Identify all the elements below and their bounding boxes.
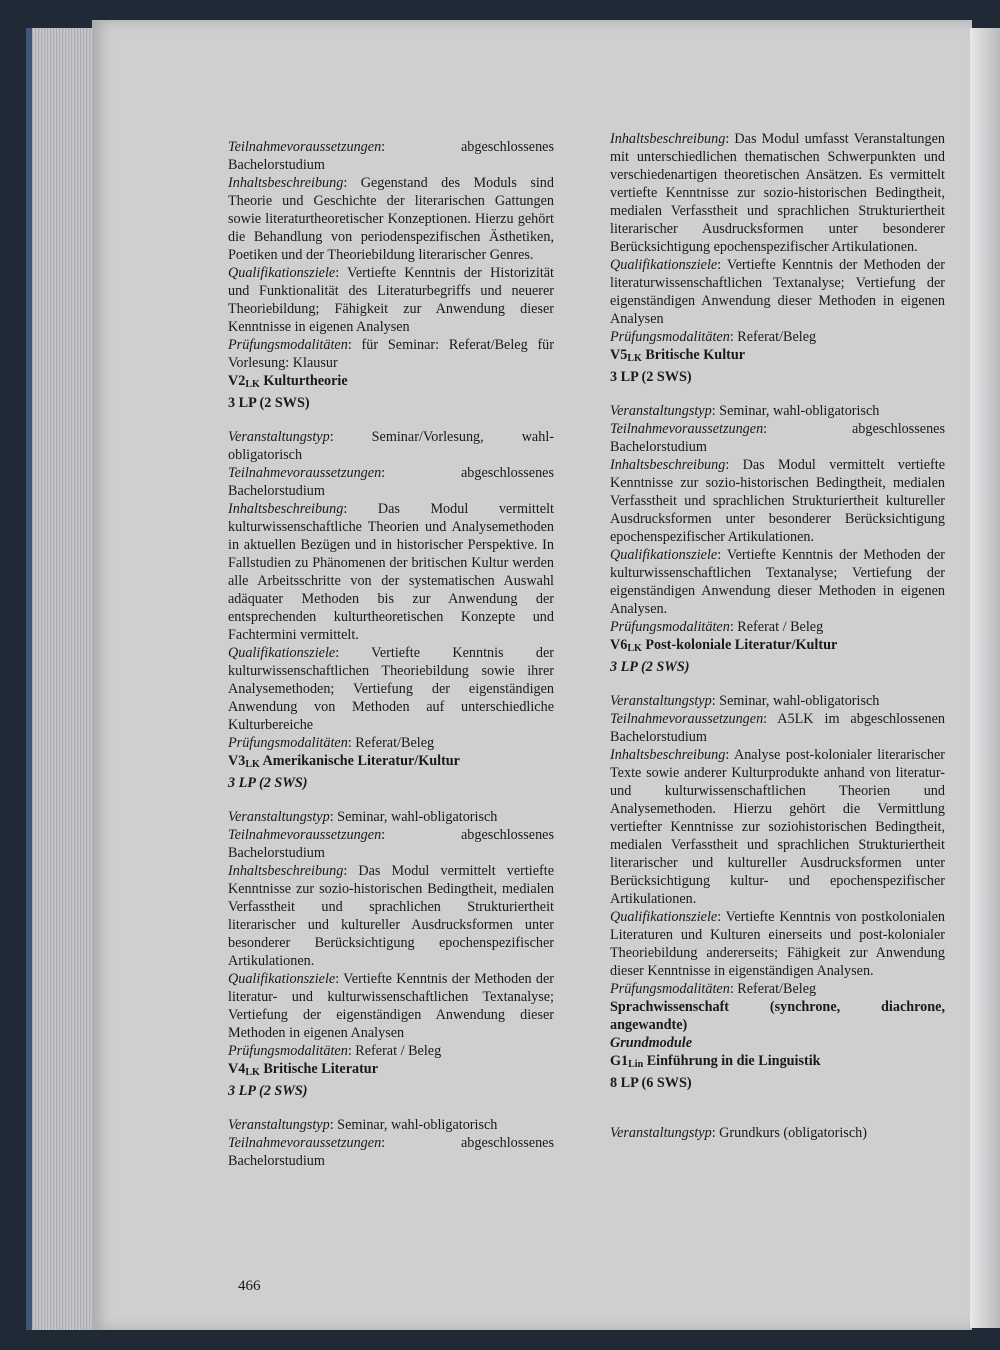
module-heading: $V4_{LK}$ Britische Literatur (228, 1061, 378, 1078)
field-label: Veranstaltungstyp (228, 809, 330, 825)
module-field: Veranstaltungstyp: Seminar, wahl-obligatorisch (610, 693, 880, 709)
field-label: Prüfungsmodalitäten (610, 619, 730, 635)
module-field: Qualifikationsziele: Vertiefte Kenntnis von postkolonialen Literaturen und Kulturen einerseits und post-kolonialer Theoriebildung andererseits; Fähigkeit zur Anwendung dieser Kenntnisse in eigenständigen Analysen. (610, 909, 945, 979)
spacer (610, 1108, 945, 1124)
field-label: Veranstaltungstyp (228, 1117, 330, 1133)
field-label: Teilnahmevoraussetzungen (228, 139, 382, 155)
spacer (610, 386, 945, 402)
module-field: Qualifikationsziele: Vertiefte Kenntnis der Methoden der literatur- und kulturwissenschaftlichen Textanalyse; Vertiefung der eigenständigen Anwendung dieser Methoden in eigenen Analysen (228, 971, 554, 1041)
field-label: Teilnahmevoraussetzungen (610, 421, 764, 437)
field-label: Veranstaltungstyp (228, 429, 330, 445)
page-number: 466 (238, 1278, 261, 1294)
module-field: Teilnahmevoraussetzungen: abgeschlossenes Bachelorstudium (228, 139, 554, 173)
field-label: Veranstaltungstyp (610, 1125, 712, 1141)
module-field: Veranstaltungstyp: Seminar, wahl-obligatorisch (228, 809, 498, 825)
module-field: Qualifikationsziele: Vertiefte Kenntnis der kulturwissenschaftlichen Theoriebildung sowie ihrer Analysemethoden; Vertiefung der eigenständigen Anwendung von Methoden auf unterschiedliche Kulturbereiche (228, 645, 554, 733)
field-label: Prüfungsmodalitäten (228, 1043, 348, 1059)
module-field: Inhaltsbeschreibung: Gegenstand des Moduls sind Theorie und Geschichte der literarischen Gattungen sowie literaturtheoretischer Konzeptionen. Hierzu gehört die Behandlung von periodenspezifischen Ästhetiken, Poetiken und der Theoriebildung literarischer Genres. (228, 175, 554, 263)
module-credits: 3 LP (2 SWS) (610, 369, 692, 385)
module-field: Teilnahmevoraussetzungen: abgeschlossenes Bachelorstudium (228, 465, 554, 499)
module-field: Teilnahmevoraussetzungen: A5LK im abgeschlossenen Bachelorstudium (610, 711, 945, 745)
section-title: Sprachwissenschaft (synchrone, diachrone, angewandte) (610, 999, 945, 1033)
module-heading: $G1_{Lin}$ Einführung in die Linguistik (610, 1053, 821, 1070)
field-label: Qualifikationsziele (228, 971, 336, 987)
module-field: Qualifikationsziele: Vertiefte Kenntnis der Methoden der kulturwissenschaftlichen Textanalyse; Vertiefung der eigenständigen Anwendung dieser Methoden in eigenen Analysen. (610, 547, 945, 617)
module-code-subscript: LK (245, 379, 260, 390)
module-field: Prüfungsmodalitäten: Referat/Beleg (610, 329, 817, 345)
field-label: Inhaltsbeschreibung (228, 863, 344, 879)
right-page-edge (970, 28, 1000, 1328)
module-credits: 8 LP (6 SWS) (610, 1075, 692, 1091)
module-code-subscript: LK (627, 353, 642, 364)
right-column (610, 130, 945, 1142)
spacer (610, 1092, 945, 1108)
module-field: Inhaltsbeschreibung: Das Modul umfasst Veranstaltungen mit unterschiedlichen thematischen Schwerpunkten und verschiedenartigen theoretischen Ansätzen. Es vermittelt vertiefte Kenntnisse zur sozio-historischen Bedingtheit, medialen Verfasstheit und sprachlichen Strukturiertheit literarischer Ausdrucksformen unter besonderer Berücksichtigung epochenspezifischer Artikulationen. (610, 131, 945, 255)
module-credits: 3 LP (2 SWS) (228, 1083, 308, 1099)
spacer (228, 412, 554, 428)
field-label: Veranstaltungstyp (610, 693, 712, 709)
module-code-subscript: LK (245, 1067, 260, 1078)
module-field: Veranstaltungstyp: Grundkurs (obligatorisch) (610, 1125, 867, 1141)
module-heading: $V3_{LK}$ Amerikanische Literatur/Kultur (228, 753, 460, 770)
field-label: Teilnahmevoraussetzungen (228, 1135, 382, 1151)
module-field: Veranstaltungstyp: Seminar, wahl-obligatorisch (228, 1117, 498, 1133)
field-label: Prüfungsmodalitäten (610, 981, 730, 997)
field-label: Inhaltsbeschreibung (228, 501, 344, 517)
module-credits: 3 LP (2 SWS) (228, 395, 310, 411)
module-heading: $V2_{LK}$ Kulturtheorie (228, 373, 348, 390)
spacer (228, 792, 554, 808)
module-code-subscript: LK (627, 643, 642, 654)
field-label: Teilnahmevoraussetzungen (610, 711, 764, 727)
field-label: Teilnahmevoraussetzungen (228, 827, 382, 843)
module-field: Teilnahmevoraussetzungen: abgeschlossenes Bachelorstudium (228, 1135, 554, 1169)
field-label: Prüfungsmodalitäten (228, 735, 348, 751)
field-label: Veranstaltungstyp (610, 403, 712, 419)
module-field: Prüfungsmodalitäten: für Seminar: Referat/Beleg für Vorlesung: Klausur (228, 337, 554, 371)
module-field: Teilnahmevoraussetzungen: abgeschlossenes Bachelorstudium (228, 827, 554, 861)
field-label: Qualifikationsziele (228, 265, 336, 281)
field-label: Qualifikationsziele (228, 645, 336, 661)
field-label: Prüfungsmodalitäten (228, 337, 348, 353)
spacer (610, 676, 945, 692)
field-label: Qualifikationsziele (610, 909, 718, 925)
module-field: Veranstaltungstyp: Seminar/Vorlesung, wahl-obligatorisch (228, 429, 554, 463)
field-label: Qualifikationsziele (610, 547, 718, 563)
module-field: Prüfungsmodalitäten: Referat / Beleg (610, 619, 824, 635)
field-label: Qualifikationsziele (610, 257, 718, 273)
module-field: Prüfungsmodalitäten: Referat/Beleg (228, 735, 435, 751)
field-label: Teilnahmevoraussetzungen (228, 465, 382, 481)
field-label: Inhaltsbeschreibung (610, 457, 726, 473)
module-field: Inhaltsbeschreibung: Das Modul vermittelt vertiefte Kenntnisse zur sozio-historischen Bedingtheit, medialen Verfasstheit und sprachlichen Strukturiertheit literarischer und kultureller Ausdrucksformen unter besonderer Berücksichtigung epochenspezifischer Artikulationen. (228, 863, 554, 969)
subsection-title: Grundmodule (610, 1035, 692, 1051)
field-label: Prüfungsmodalitäten (610, 329, 730, 345)
module-heading: $V6_{LK}$ Post-koloniale Literatur/Kultur (610, 637, 838, 654)
module-credits: 3 LP (2 SWS) (228, 775, 308, 791)
module-field: Prüfungsmodalitäten: Referat / Beleg (228, 1043, 442, 1059)
module-credits: 3 LP (2 SWS) (610, 659, 690, 675)
module-field: Inhaltsbeschreibung: Analyse post-kolonialer literarischer Texte sowie anderer Kulturprodukte anhand von literatur- und kulturwissenschaftlichen Theorien und Analysemethoden. Hierzu gehört die Vermittlung vertiefter Kenntnisse zur soziohistorischen Bedingtheit, medialen Verfasstheit und sprachlichen Strukturiertheit literarischer und kultureller Ausdrucksformen unter Berücksichtigung kultur- und epochenspezifischer Artikulationen. (610, 747, 945, 907)
module-field: Teilnahmevoraussetzungen: abgeschlossenes Bachelorstudium (610, 421, 945, 455)
left-column (228, 138, 554, 1170)
module-field: Prüfungsmodalitäten: Referat/Beleg (610, 981, 817, 997)
module-field: Inhaltsbeschreibung: Das Modul vermittelt vertiefte Kenntnisse zur sozio-historischen Bedingtheit, medialen Verfasstheit und sprachlichen Strukturiertheit kultureller Ausdrucksformen unter besonderer Berücksichtigung epochenspezifischer Artikulationen. (610, 457, 945, 545)
module-field: Qualifikationsziele: Vertiefte Kenntnis der Methoden der literaturwissenschaftlichen Textanalyse; Vertiefung der eigenständigen Anwendung dieser Methoden in eigenen Analysen (610, 257, 945, 327)
spacer (228, 1100, 554, 1116)
field-label: Inhaltsbeschreibung (610, 747, 726, 763)
field-label: Inhaltsbeschreibung (228, 175, 344, 191)
module-field: Veranstaltungstyp: Seminar, wahl-obligatorisch (610, 403, 880, 419)
module-field: Inhaltsbeschreibung: Das Modul vermittelt kulturwissenschaftliche Theorien und Analysemethoden in aktuellen Bezügen und in historischer Perspektive. In Fallstudien zu Phänomenen der britischen Kultur werden alle Arbeitsschritte von der systematischen Auswahl adäquater Methoden bis zur Anwendung der entsprechenden kulturtheoretischen Konzepte und Fachtermini vermittelt. (228, 501, 554, 643)
module-code-subscript: LK (245, 759, 260, 770)
module-heading: $V5_{LK}$ Britische Kultur (610, 347, 746, 364)
module-field: Qualifikationsziele: Vertiefte Kenntnis der Historizität und Funktionalität des Literaturbegriffs und neuerer Theoriebildung; Fähigkeit zur Anwendung dieser Kenntnisse in eigenen Analysen (228, 265, 554, 335)
module-code-subscript: Lin (628, 1059, 644, 1070)
field-label: Inhaltsbeschreibung (610, 131, 726, 147)
